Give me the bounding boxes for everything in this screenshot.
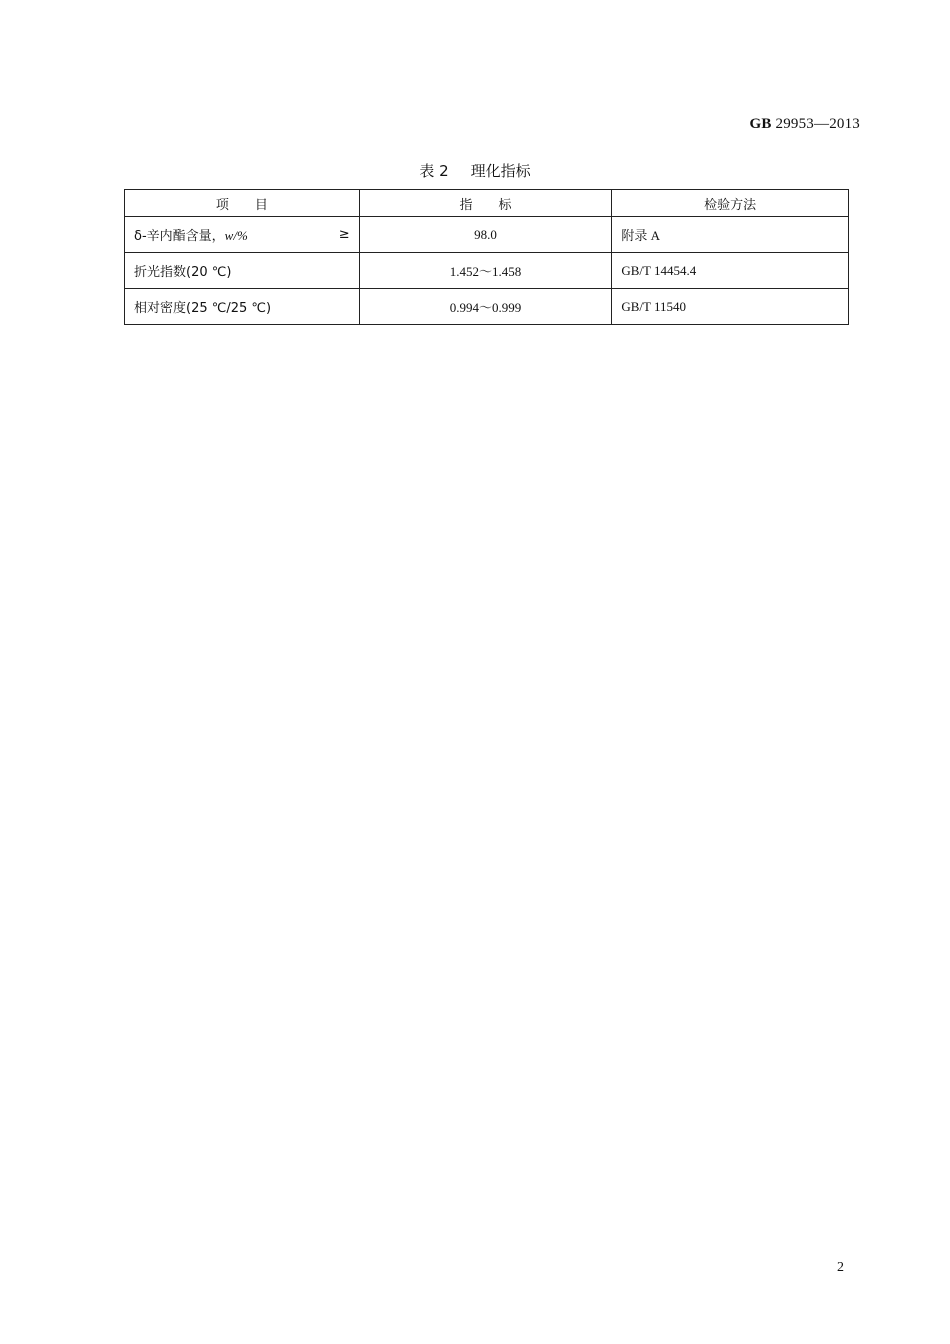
physicochemical-spec-table	[124, 189, 849, 325]
column-header-item: 项 目	[125, 190, 360, 217]
row-item-cell	[125, 253, 360, 289]
table-title-text: 理化指标	[470, 162, 531, 180]
row-value-cell: 98.0	[359, 217, 612, 253]
table-row	[125, 253, 849, 289]
row-item-unit: w/%	[224, 228, 248, 243]
table-row	[125, 217, 849, 253]
standard-number: 29953—2013	[775, 116, 860, 132]
column-header-method: 检验方法	[612, 190, 849, 217]
row-item-label: 相对密度(25 ℃/25 ℃)	[134, 301, 272, 316]
row-item-label: δ-辛内酯含量，	[134, 229, 225, 244]
standard-number-header	[749, 116, 860, 133]
row-value-cell: 1.452～1.458	[359, 253, 612, 289]
row-method-cell: GB/T 11540	[612, 289, 849, 325]
row-item-cell	[125, 289, 360, 325]
standard-prefix: GB	[749, 116, 772, 132]
row-item-label: 折光指数(20 ℃)	[134, 265, 232, 280]
table-title	[0, 160, 950, 181]
row-method-cell: 附录 A	[612, 217, 849, 253]
column-header-value: 指 标	[359, 190, 612, 217]
row-item-operator: ≥	[338, 227, 350, 242]
table-row	[125, 289, 849, 325]
table-title-prefix: 表 2	[419, 162, 449, 180]
table-header-row	[125, 190, 849, 217]
row-item-cell	[125, 217, 360, 253]
page-number: 2	[837, 1260, 844, 1275]
row-value-cell: 0.994～0.999	[359, 289, 612, 325]
row-method-cell: GB/T 14454.4	[612, 253, 849, 289]
